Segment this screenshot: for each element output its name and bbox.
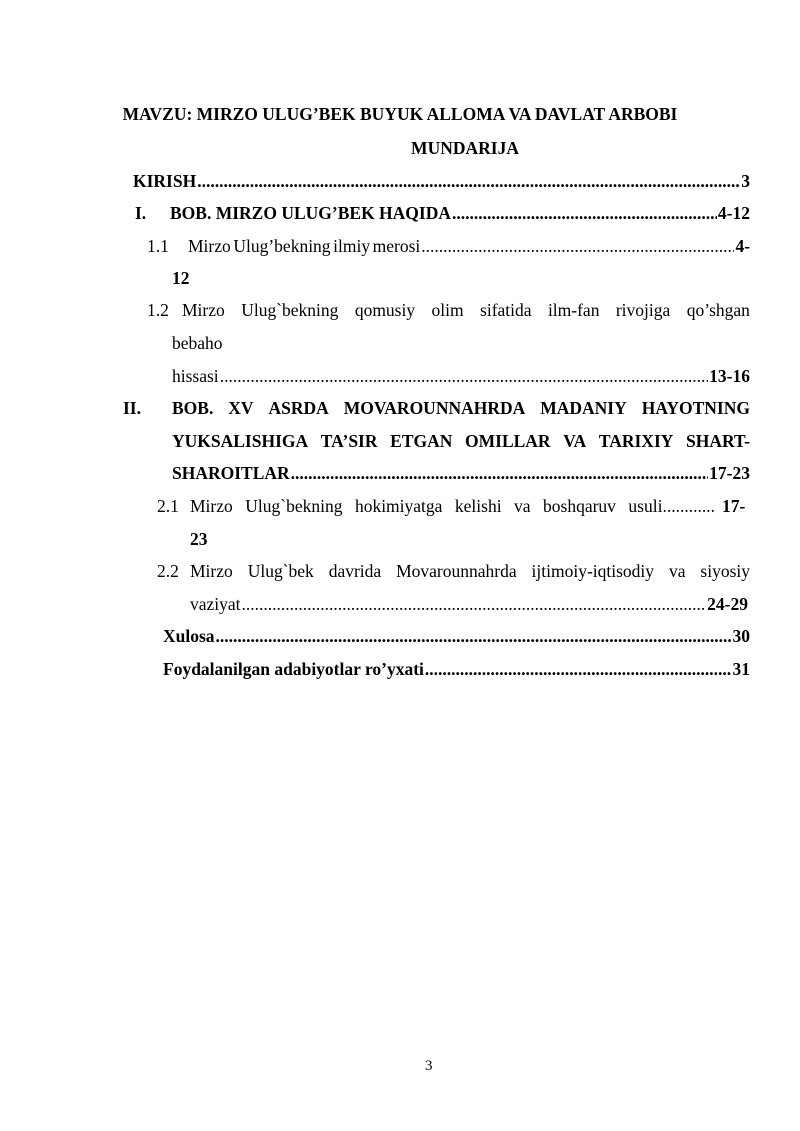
- toc-word: YUKSALISHIGA: [172, 431, 309, 451]
- toc-word: kelishi: [454, 496, 502, 516]
- toc-word: Mirzo: [190, 561, 233, 581]
- toc-page: 30: [732, 626, 750, 646]
- section-number: 2.2: [157, 561, 179, 581]
- toc-word: VA: [563, 431, 587, 451]
- toc-word: va: [514, 496, 531, 516]
- leader-dots: [220, 366, 708, 387]
- toc-word: ASRDA: [268, 398, 329, 418]
- toc-word: Ulug`bekning: [245, 496, 343, 516]
- toc-word: ETGAN: [390, 431, 453, 451]
- toc-word: ilm-fan: [547, 300, 600, 320]
- toc-entry-section-2-2[interactable]: [190, 561, 750, 582]
- chapter-number: I.: [135, 203, 147, 223]
- toc-page: 13-16: [709, 366, 750, 386]
- leader-dots: [452, 203, 717, 224]
- toc-word: vaziyat: [190, 594, 241, 614]
- toc-page-continued: 12: [172, 268, 190, 288]
- page-number: 3: [425, 1058, 433, 1074]
- toc-entry-section-1-1[interactable]: [188, 236, 750, 257]
- toc-word: ijtimoiy-iqtisodiy: [531, 561, 655, 581]
- toc-text-line: bebaho: [172, 333, 223, 353]
- toc-page: 17-: [722, 496, 746, 516]
- toc-word: olim: [431, 300, 464, 320]
- toc-heading: MUNDARIJA: [411, 138, 519, 158]
- toc-entry-conclusion[interactable]: [163, 626, 750, 647]
- toc-word: boshqaruv: [543, 496, 616, 516]
- toc-word: Ulug`bek: [247, 561, 314, 581]
- toc-entry-references[interactable]: [163, 659, 750, 680]
- toc-word: davrida: [328, 561, 382, 581]
- toc-word: SHAROITLAR: [172, 463, 290, 483]
- toc-word: usuli............: [628, 496, 715, 516]
- toc-word: merosi: [372, 236, 421, 256]
- toc-word: Ulug`bekning: [241, 300, 339, 320]
- toc-word: siyosiy: [700, 561, 750, 581]
- toc-label: Xulosa: [163, 626, 215, 646]
- leader-dots: [421, 236, 734, 257]
- section-number: 2.1: [157, 496, 179, 516]
- toc-entry-section-1-2[interactable]: [182, 300, 750, 321]
- toc-page-continued: 23: [190, 529, 208, 549]
- toc-entry-section-2-2-end[interactable]: [190, 594, 748, 615]
- toc-label: KIRISH: [133, 171, 197, 191]
- toc-page: 4-: [735, 236, 751, 256]
- toc-word: Ulug’bekning: [233, 236, 331, 256]
- leader-dots: [216, 626, 732, 647]
- toc-word: Mirzo: [182, 300, 225, 320]
- section-number: 1.1: [147, 236, 169, 256]
- toc-entry-chapter-1[interactable]: [170, 203, 750, 224]
- toc-label: Foydalanilgan adabiyotlar ro’yxati: [163, 659, 424, 679]
- toc-word: va: [668, 561, 686, 581]
- toc-word: TA’SIR: [320, 431, 378, 451]
- leader-dots: [291, 463, 709, 484]
- toc-word: Mirzo: [190, 496, 233, 516]
- toc-label: BOB. MIRZO ULUG’BEK HAQIDA: [170, 203, 451, 223]
- toc-page: 4-12: [717, 203, 750, 223]
- toc-page: 31: [732, 659, 750, 679]
- toc-word: XV: [228, 398, 254, 418]
- section-number: 1.2: [147, 300, 169, 320]
- chapter-number: II.: [123, 398, 141, 418]
- toc-text-line: [172, 431, 750, 452]
- toc-page: 3: [741, 171, 750, 191]
- toc-entry-chapter-2[interactable]: [172, 398, 750, 419]
- toc-word: HAYOTNING: [641, 398, 750, 418]
- leader-dots: [197, 171, 740, 192]
- toc-entry-section-2-1[interactable]: [190, 496, 715, 517]
- toc-entry-section-1-2-end[interactable]: [172, 366, 750, 387]
- toc-word: qo’shgan: [686, 300, 750, 320]
- toc-page: 17-23: [709, 463, 750, 483]
- toc-entry-intro[interactable]: [133, 171, 750, 192]
- toc-word: ilmiy: [333, 236, 371, 256]
- toc-word: Movarounnahrda: [396, 561, 517, 581]
- toc-word: SHART-: [686, 431, 750, 451]
- toc-word: MOVAROUNNAHRDA: [343, 398, 526, 418]
- leader-dots: [425, 659, 732, 680]
- toc-word: Mirzo: [188, 236, 231, 256]
- leader-dots: [242, 594, 707, 615]
- toc-word: BOB.: [172, 398, 214, 418]
- toc-word: hissasi: [172, 366, 219, 386]
- toc-word: TARIXIY: [598, 431, 674, 451]
- toc-word: MADANIY: [540, 398, 627, 418]
- toc-entry-chapter-2-end[interactable]: [172, 463, 750, 484]
- toc-word: hokimiyatga: [354, 496, 443, 516]
- toc-word: OMILLAR: [465, 431, 551, 451]
- toc-page: 24-29: [707, 594, 748, 614]
- document-title: MAVZU: MIRZO ULUG’BEK BUYUK ALLOMA VA DAVLAT ARBOBI: [122, 104, 678, 124]
- toc-word: sifatida: [480, 300, 532, 320]
- toc-word: rivojiga: [615, 300, 671, 320]
- toc-word: qomusiy: [354, 300, 416, 320]
